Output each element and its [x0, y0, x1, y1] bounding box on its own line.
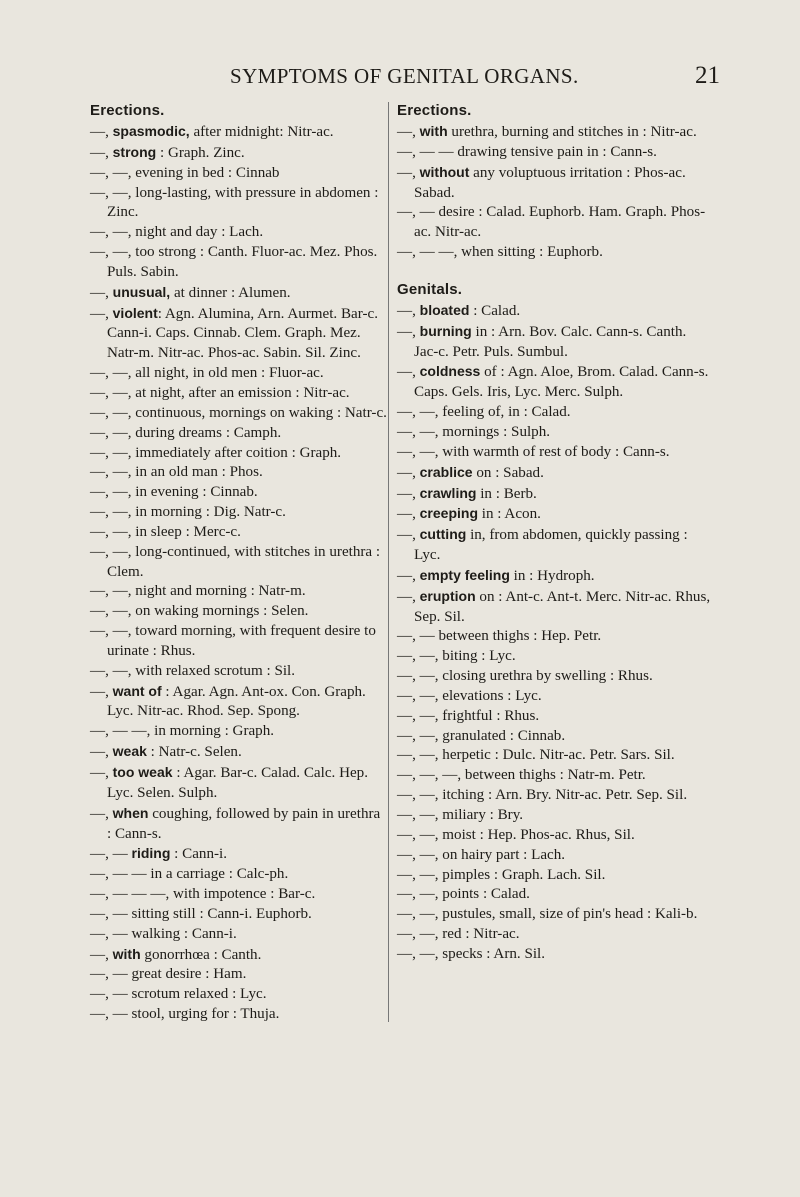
entry-keyword: cutting — [419, 526, 467, 543]
entry-text: : Natr-c. Selen. — [146, 744, 242, 761]
entry-text: —, —, with relaxed scrotum : Sil. — [90, 662, 295, 679]
entry-text: : Calad. — [469, 302, 521, 319]
entry-text: : Agar. Agn. Ant-ox. Con. Graph. Lyc. Nitr-ac. Rhod. Sep. Spong. — [107, 683, 366, 720]
entry-keyword: want of — [112, 682, 162, 699]
entry-text: —, —, biting : Lyc. — [397, 648, 516, 665]
repertory-entry — [90, 885, 388, 905]
repertory-entry — [90, 543, 388, 583]
entry-text: —, —, points : Calad. — [397, 886, 530, 903]
entry-text: —, —, immediately after coition : Graph. — [90, 444, 342, 461]
entry-text: —, — stool, urging for : Thuja. — [90, 1006, 280, 1023]
repertory-entry — [90, 223, 388, 243]
repertory-entry — [397, 627, 711, 647]
entry-text: at dinner : Alumen. — [170, 284, 291, 301]
entry-text: —, — desire : Calad. Euphorb. Ham. Graph. Phos-ac. Nitr-ac. — [397, 204, 706, 241]
entry-prefix: —, — [90, 744, 113, 761]
repertory-entry — [397, 846, 711, 866]
entry-text: —, —, toward morning, with frequent desire to urinate : Rhus. — [90, 623, 376, 659]
entry-keyword: spasmodic, — [112, 123, 190, 139]
repertory-entry — [90, 742, 388, 763]
entry-text: : Agn. Alumina, Arn. Aurmet. Bar-c. Cann-i. Caps. Cinnab. Clem. Graph. Mez. Natr-m. Nitr-ac. Phos-ac. Sabin. Sil. Zinc. — [107, 305, 378, 362]
entry-keyword: riding — [131, 845, 171, 862]
repertory-entry — [90, 444, 388, 464]
entry-text: coughing, followed by pain in urethra : Cann-s. — [107, 805, 381, 842]
entry-prefix: —, — [397, 506, 420, 523]
entry-prefix: —, — [397, 164, 420, 181]
entry-keyword: empty feeling — [419, 566, 510, 583]
entry-prefix: —, — [90, 765, 113, 781]
repertory-entry — [90, 304, 388, 365]
repertory-entry — [397, 885, 711, 905]
repertory-entry — [397, 727, 711, 747]
entry-text: —, —, frightful : Rhus. — [397, 707, 540, 724]
entry-keyword: violent — [112, 304, 158, 321]
entry-text: —, —, at night, after an emission : Nitr-ac. — [90, 384, 350, 401]
repertory-entry — [397, 647, 711, 667]
repertory-entry — [90, 503, 388, 523]
repertory-entry — [397, 826, 711, 846]
entry-text: —, —, during dreams : Camph. — [90, 424, 282, 441]
entry-keyword: crablice — [419, 463, 473, 480]
repertory-entry — [90, 1005, 388, 1025]
entry-prefix: —, — [397, 302, 420, 319]
repertory-entry — [397, 203, 711, 243]
entry-keyword: crawling — [419, 484, 477, 501]
repertory-entry — [397, 143, 711, 163]
entry-text: —, —, mornings : Sulph. — [397, 423, 551, 440]
repertory-entry — [90, 582, 388, 602]
entry-prefix: —, — [90, 124, 113, 140]
repertory-entry — [90, 384, 388, 404]
entry-text: in : Berb. — [476, 485, 537, 502]
repertory-entry — [90, 622, 388, 662]
entry-text: —, —, pimples : Graph. Lach. Sil. — [397, 866, 606, 883]
entry-text: : Graph. Zinc. — [156, 144, 245, 161]
entry-text: —, —, moist : Hep. Phos-ac. Rhus, Sil. — [397, 826, 635, 843]
entry-text: —, —, specks : Arn. Sil. — [397, 945, 546, 962]
repertory-entry — [90, 122, 388, 143]
right-column — [397, 100, 711, 965]
entry-keyword: too weak — [112, 764, 173, 780]
entry-keyword: without — [419, 163, 470, 180]
entry-text: —, — walking : Cann-i. — [90, 925, 237, 942]
entry-prefix: —, — [397, 464, 420, 481]
entry-text: —, — between thighs : Hep. Petr. — [397, 628, 602, 645]
repertory-entry — [90, 143, 388, 164]
entry-list — [90, 122, 388, 1025]
repertory-entry — [397, 443, 711, 463]
repertory-entry — [397, 746, 711, 766]
entry-text: —, —, night and day : Lach. — [90, 224, 264, 241]
entry-text: after midnight: Nitr-ac. — [189, 124, 334, 140]
entry-text: —, —, in morning : Dig. Natr-c. — [90, 504, 286, 521]
entry-keyword: with — [112, 945, 141, 962]
entry-text: —, —, red : Nitr-ac. — [397, 926, 520, 943]
entry-text: —, —, in evening : Cinnab. — [90, 484, 258, 501]
entry-prefix: —, — [397, 567, 420, 584]
column-divider — [388, 102, 389, 1022]
entry-text: —, —, with warmth of rest of body : Cann-s. — [397, 443, 670, 460]
repertory-entry — [397, 866, 711, 886]
entry-prefix: —, — [90, 284, 113, 301]
repertory-entry — [397, 525, 711, 566]
repertory-entry — [90, 463, 388, 483]
repertory-entry — [90, 602, 388, 622]
repertory-entry — [397, 403, 711, 423]
repertory-entry — [90, 184, 388, 224]
repertory-entry — [90, 523, 388, 543]
entry-text: in : Acon. — [478, 506, 541, 523]
entry-text: —, —, continuous, mornings on waking : Natr-c. — [90, 404, 387, 421]
repertory-entry — [90, 844, 388, 865]
page-header — [0, 62, 800, 92]
section-spacer — [397, 263, 711, 279]
entry-text: —, —, feeling of, in : Calad. — [397, 404, 571, 421]
repertory-entry — [90, 945, 388, 966]
entry-text: —, —, miliary : Bry. — [397, 807, 524, 823]
section-heading: Genitals. — [397, 280, 463, 298]
repertory-entry — [397, 484, 711, 505]
entry-keyword: weak — [112, 743, 147, 760]
entry-list — [397, 301, 711, 965]
entry-list — [397, 122, 711, 263]
repertory-entry — [397, 566, 711, 587]
entry-text: —, — great desire : Ham. — [90, 966, 247, 983]
entry-prefix: —, — [90, 144, 113, 161]
repertory-entry — [90, 804, 388, 845]
entry-prefix: —, — [397, 124, 420, 140]
entry-keyword: when — [112, 804, 149, 821]
entry-text: —, —, long-continued, with stitches in urethra : Clem. — [90, 543, 381, 580]
entry-keyword: eruption — [419, 587, 476, 604]
entry-text: of : Agn. Aloe, Brom. Calad. Cann-s. Caps. Gels. Iris, Lyc. Merc. Sulph. — [414, 364, 709, 401]
entry-text: —, —, night and morning : Natr-m. — [90, 583, 306, 600]
entry-text: —, —, on waking mornings : Selen. — [90, 603, 309, 620]
repertory-entry — [90, 404, 388, 424]
entry-text: —, — —, in morning : Graph. — [90, 723, 275, 740]
repertory-entry — [90, 682, 388, 723]
entry-text: —, — — drawing tensive pain in : Cann-s. — [397, 143, 657, 160]
entry-keyword: creeping — [419, 505, 478, 522]
entry-text: —, — — —, with impotence : Bar-c. — [90, 886, 316, 903]
repertory-entry — [90, 164, 388, 184]
entry-text: —, — sitting still : Cann-i. Euphorb. — [90, 905, 312, 922]
entry-text: —, —, pustules, small, size of pin's head : Kali-b. — [397, 906, 698, 923]
entry-prefix: —, — [397, 527, 420, 544]
repertory-entry — [397, 243, 711, 263]
entry-text: —, — — in a carriage : Calc-ph. — [90, 866, 289, 883]
entry-text: : Cann-i. — [170, 846, 228, 863]
entry-keyword: with — [419, 123, 448, 139]
entry-text: in : Arn. Bov. Calc. Cann-s. Canth. Jac-c. Petr. Puls. Sumbul. — [414, 323, 687, 360]
entry-text: —, — —, when sitting : Euphorb. — [397, 244, 603, 261]
entry-keyword: coldness — [419, 363, 481, 380]
entry-text: —, —, all night, in old men : Fluor-ac. — [90, 365, 324, 382]
page-number: 21 — [695, 62, 720, 89]
entry-text: any voluptuous irritation : Phos-ac. Sabad. — [414, 164, 686, 201]
entry-prefix: —, — [397, 485, 420, 502]
entry-keyword: bloated — [419, 301, 470, 318]
entry-text: on : Ant-c. Ant-t. Merc. Nitr-ac. Rhus, Sep. Sil. — [414, 588, 711, 625]
repertory-entry — [90, 905, 388, 925]
entry-text: —, —, long-lasting, with pressure in abdomen : Zinc. — [90, 184, 379, 221]
entry-text: —, —, closing urethra by swelling : Rhus. — [397, 668, 653, 685]
repertory-entry — [397, 322, 711, 363]
entry-text: —, —, elevations : Lyc. — [397, 687, 542, 704]
entry-text: —, —, granulated : Cinnab. — [397, 727, 566, 744]
repertory-entry — [397, 707, 711, 727]
entry-keyword: unusual, — [112, 283, 171, 300]
repertory-entry — [397, 925, 711, 945]
entry-text: —, —, —, between thighs : Natr-m. Petr. — [397, 767, 646, 784]
repertory-entry — [397, 905, 711, 925]
section-heading: Erections. — [90, 102, 165, 119]
entry-prefix: —, — [397, 364, 420, 381]
entry-prefix: —, — [90, 946, 113, 963]
repertory-entry — [90, 364, 388, 384]
repertory-entry — [90, 965, 388, 985]
repertory-entry — [397, 945, 711, 965]
entry-text: —, —, itching : Arn. Bry. Nitr-ac. Petr. Sep. Sil. — [397, 787, 688, 804]
repertory-entry — [397, 301, 711, 322]
repertory-entry — [397, 766, 711, 786]
running-title: SYMPTOMS OF GENITAL ORGANS. — [230, 64, 579, 88]
repertory-entry — [90, 662, 388, 682]
entry-text: —, —, in an old man : Phos. — [90, 464, 263, 481]
repertory-entry — [397, 667, 711, 687]
repertory-entry — [90, 865, 388, 885]
repertory-entry — [90, 483, 388, 503]
entry-text: : Agar. Bar-c. Calad. Calc. Hep. Lyc. Selen. Sulph. — [107, 765, 368, 801]
repertory-entry — [90, 763, 388, 804]
repertory-entry — [90, 283, 388, 304]
entry-text: —, — scrotum relaxed : Lyc. — [90, 986, 267, 1003]
repertory-entry — [397, 423, 711, 443]
repertory-entry — [397, 362, 711, 403]
entry-text: in : Hydroph. — [509, 567, 595, 584]
entry-text: —, —, evening in bed : Cinnab — [90, 164, 280, 181]
entry-prefix: —, — [397, 588, 420, 605]
repertory-entry — [397, 504, 711, 525]
entry-prefix: —, — [90, 805, 113, 822]
repertory-entry — [397, 163, 711, 204]
entry-prefix: —, — — [90, 846, 132, 863]
entry-text: —, —, on hairy part : Lach. — [397, 846, 566, 863]
repertory-entry — [90, 424, 388, 444]
entry-keyword: burning — [419, 322, 472, 339]
entry-text: gonorrhœa : Canth. — [140, 946, 262, 963]
entry-prefix: —, — [90, 683, 113, 700]
repertory-entry — [397, 687, 711, 707]
entry-keyword: strong — [112, 143, 157, 160]
repertory-entry — [90, 985, 388, 1005]
entry-text: —, —, herpetic : Dulc. Nitr-ac. Petr. Sars. Sil. — [397, 747, 675, 764]
section-heading: Erections. — [397, 102, 472, 119]
repertory-entry — [397, 122, 711, 143]
repertory-entry — [90, 243, 388, 283]
repertory-entry — [397, 806, 711, 826]
repertory-entry — [397, 786, 711, 806]
entry-prefix: —, — [90, 305, 113, 322]
entry-prefix: —, — [397, 323, 420, 340]
entry-text: —, —, too strong : Canth. Fluor-ac. Mez. Phos. Puls. Sabin. — [90, 244, 378, 280]
entry-text: on : Sabad. — [472, 464, 544, 481]
repertory-entry — [90, 925, 388, 945]
entry-text: in, from abdomen, quickly passing : Lyc. — [414, 527, 688, 564]
repertory-entry — [90, 722, 388, 742]
repertory-entry — [397, 463, 711, 484]
repertory-entry — [397, 587, 711, 628]
entry-text: urethra, burning and stitches in : Nitr-ac. — [447, 124, 697, 140]
left-column — [90, 100, 388, 1025]
entry-text: —, —, in sleep : Merc-c. — [90, 523, 241, 540]
